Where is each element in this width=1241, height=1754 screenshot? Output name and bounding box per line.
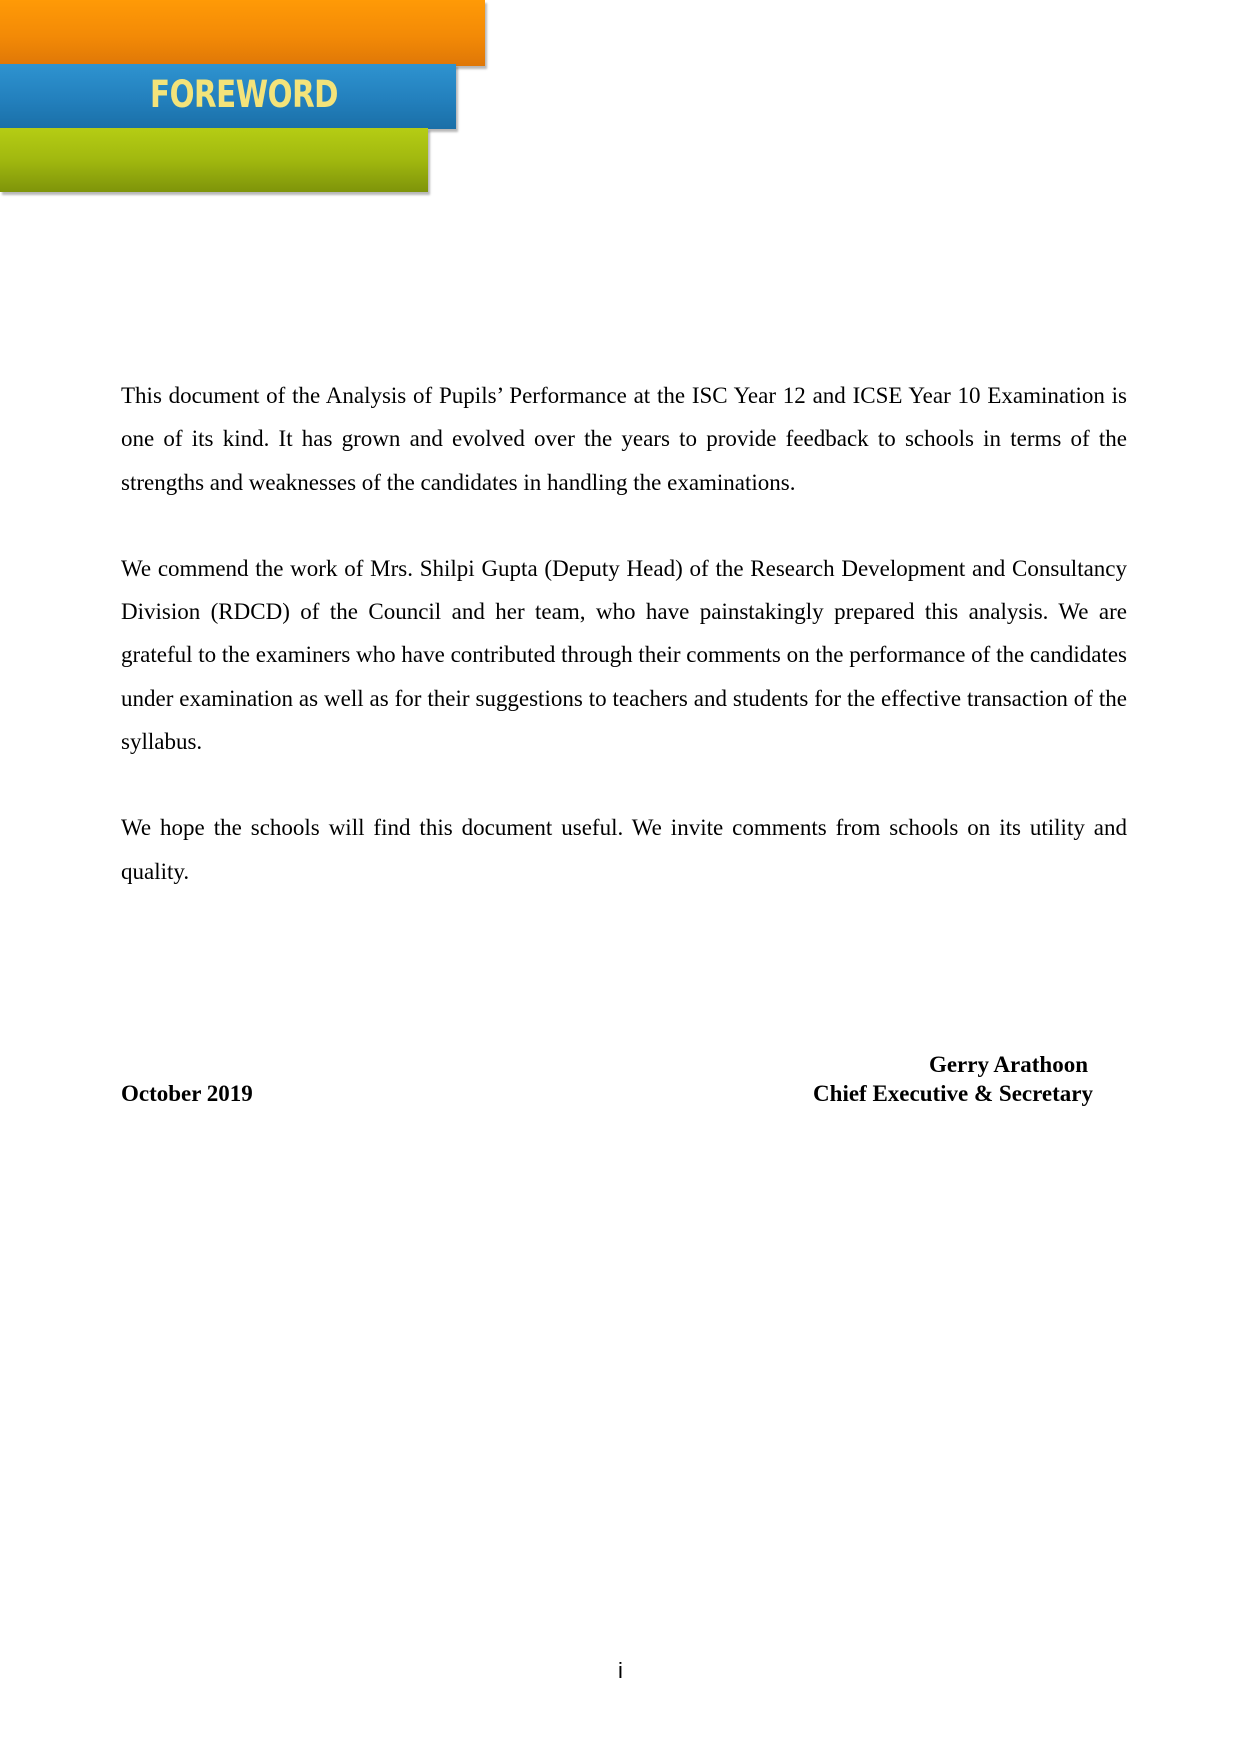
paragraph-closing: We hope the schools will find this document useful. We invite comments from schools on its utility and quality. [121,815,1127,884]
page-title: FOREWORD [150,73,339,116]
document-body [121,374,1127,936]
signature-block [813,1050,1093,1108]
paragraph-intro: This document of the Analysis of Pupils’ Performance at the ISC Year 12 and ICSE Year 10 Examination is one of its kind. It has grown and evolved over the years to provide feedback to schools in terms of the strengths and weaknesses of the candidates in handling the examinations. [121,383,1127,495]
signatory-name: Gerry Arathoon [928,1052,1088,1077]
header-bar-orange [0,0,485,66]
page-number: i [618,1658,623,1683]
paragraph-acknowledgement: We commend the work of Mrs. Shilpi Gupta (Deputy Head) of the Research Development and Consultancy Division (RDCD) of the Council and her team, who have painstakingly prepared this analysis. We are grateful to the examiners who have contributed through their comments on the performance of the candidates under examination as well as for their suggestions to teachers and students for the effective transaction of the syllabus. [121,555,1127,755]
signature-date: October 2019 [121,1081,253,1106]
header-bar-green [0,128,428,192]
signatory-designation: Chief Executive & Secretary [813,1081,1093,1106]
